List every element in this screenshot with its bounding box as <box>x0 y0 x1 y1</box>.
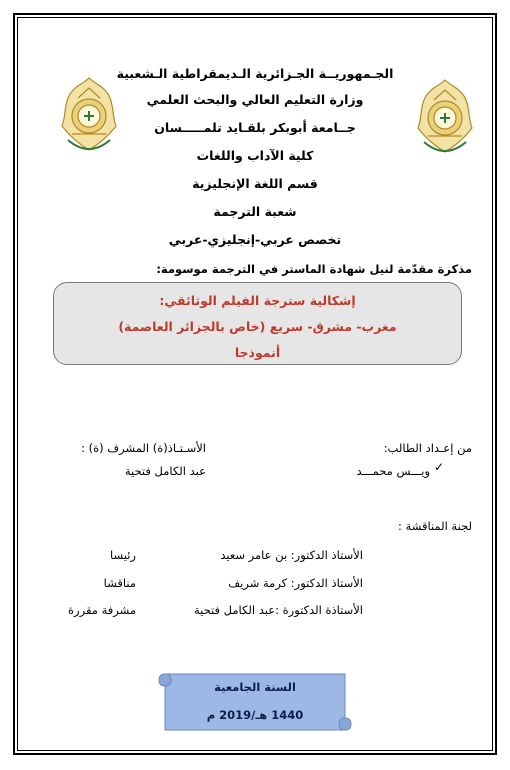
header-branch: شعبة الترجمة <box>213 204 297 219</box>
header-republic: الجـمهوريــة الجـزائرية الـديمقراطية الـشعبية <box>116 66 394 81</box>
header-ministry: وزارة التعليم العالي والبحث العلمي <box>146 92 364 107</box>
supervisor-label: الأسـتـاذ(ة) المشرف (ة) : <box>81 441 206 455</box>
committee-member-3-role: مشرفة مقررة <box>68 603 136 617</box>
header-specialty: تخصص عربي-إنجليزي-عربي <box>168 232 342 247</box>
thesis-title-box <box>53 282 462 365</box>
university-emblem-right <box>414 76 476 158</box>
committee-label: لجنة المناقشة : <box>398 519 472 533</box>
scroll-shape <box>155 666 355 738</box>
committee-member-2-name: الأستاذ الدكتور: كرمة شريف <box>228 576 363 590</box>
thesis-title-line-1: إشكالية سترجة الفيلم الوثائقي: <box>159 293 356 308</box>
committee-member-3-name: الأستاذة الدكتورة :عبد الكامل فتحية <box>193 603 363 617</box>
student-label: من إعـداد الطالب: <box>383 441 472 455</box>
committee-member-1-role: رئيسا <box>110 548 136 562</box>
academic-year-label: السنة الجامعية <box>214 680 296 694</box>
header-university: جــامعة أبوبكر بلقـايد تلمـــــسان <box>154 120 356 135</box>
academic-year-scroll <box>155 666 355 738</box>
committee-member-1-name: الأستاذ الدكتور: بن عامر سعيد <box>220 548 363 562</box>
committee-member-2-role: مناقشا <box>103 576 136 590</box>
supervisor-name: عبد الكامل فتحية <box>124 464 206 478</box>
thesis-title-line-3: أنموذجا <box>234 345 281 360</box>
thesis-subject-line: مذكرة مقدّمة لنيل شهادة الماستر في الترجمة موسومة: <box>156 262 472 276</box>
academic-year-value: 1440 هـ/2019 م <box>206 708 304 722</box>
student-name: ويـــس محمـــد <box>356 464 430 478</box>
header-department: قسم اللغة الإنجليزية <box>192 176 318 191</box>
thesis-title-line-2: مغرب- مشرق- سريع (خاص بالجزائر العاصمة) <box>118 319 397 334</box>
check-icon: ✓ <box>434 460 445 474</box>
header-faculty: كلية الآداب واللغات <box>196 148 314 163</box>
university-emblem-left <box>58 74 120 156</box>
